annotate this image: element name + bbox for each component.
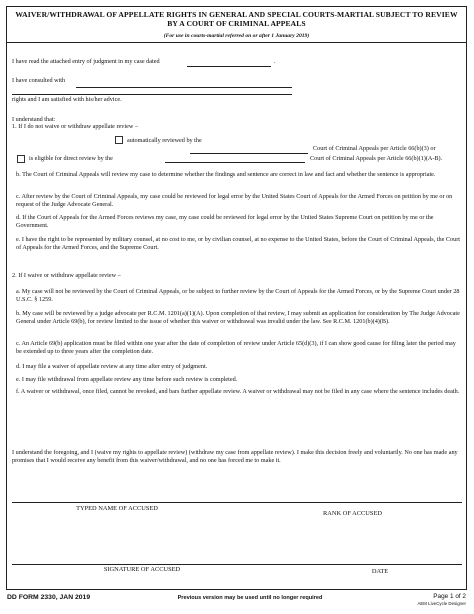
section1-item-d: d. If the Court of Appeals for the Armed Forces reviews my case, my case could be reviewed for legal error by the United States Supreme Court on petition by me or the Government. (16, 214, 434, 229)
header-divider (6, 42, 467, 43)
version-notice: Previous version may be used until no longer required (177, 595, 323, 601)
page-number: Page 1 of 2 (433, 593, 466, 600)
section1-heading: 1. If I do not waive or withdraw appellate review – (12, 123, 138, 130)
name-rank-line (12, 502, 462, 503)
rights-statement: rights and I am satisfied with his/her advice. (12, 96, 122, 103)
section2-item-e: e. I may file withdrawal from appellate review any time before such review is completed. (16, 376, 238, 383)
section2-item-c: c. An Article 69(b) application must be filed within one year after the date of completion of review under Article 65(d)(3), if I can show good cause for filing later the period may be extended up to three years after the completion date. (16, 340, 456, 355)
court-b-field[interactable] (165, 162, 305, 163)
signature-label: SIGNATURE OF ACCUSED (103, 566, 181, 573)
court-b-label: Court of Criminal Appeals per Article 66(b)(1)(A-B). (310, 155, 443, 162)
rank-field[interactable] (280, 500, 462, 501)
date-field[interactable] (300, 562, 462, 563)
section2-item-f: f. A waiver or withdrawal, once filed, cannot be revoked, and bars further appellate review. A waiver or withdrawal may not be filed in any case where the sentence includes death. (16, 388, 460, 395)
judgment-read-label: I have read the attached entry of judgment in my case dated (12, 58, 160, 65)
understand-label: I understand that: (12, 116, 56, 123)
section1-item-c: c. After review by the Court of Criminal Appeals, my case could be reviewed for legal error by the United States Court of Appeals for the Armed Forces on petition by me or on request of the Judge Advocate General. (16, 193, 453, 208)
consulted-label: I have consulted with (12, 77, 66, 84)
section2-item-a: a. My case will not be reviewed by the Court of Criminal Appeals, or be subject to further review by the Court of Appeals for the Armed Forces, or by the Supreme Court under 28 U.S.C. § 1259. (16, 288, 460, 303)
counsel-name-field-2[interactable] (12, 94, 292, 95)
typed-name-label: TYPED NAME OF ACCUSED (76, 505, 158, 512)
section1-item-e: e. I have the right to be represented by military counsel, at no cost to me, or by civilian counsel, at no expense to the United States, before the Court of Criminal Appeals, the Court of Appeals for the Armed Forces, and the Supreme Court. (16, 236, 461, 251)
signature-date-line (12, 564, 462, 565)
counsel-name-field[interactable] (76, 87, 292, 88)
auto-review-checkbox[interactable] (115, 136, 123, 144)
court-a-label: Court of Criminal Appeals per Article 66(b)(3) or (313, 145, 436, 152)
form-subtitle: (For use in courts-martial referred on or after 1 January 2019) (163, 33, 310, 39)
designer-credit: AEM LiveCycle Designer (417, 601, 466, 606)
judgment-date-field[interactable] (187, 66, 271, 67)
typed-name-field[interactable] (12, 500, 262, 501)
auto-review-label: automatically reviewed by the (127, 137, 202, 144)
section1-item-b: b. The Court of Criminal Appeals will review my case to determine whether the findings and sentence are correct in law and fact and whether the sentence is appropriate. (16, 171, 436, 178)
form-number: DD FORM 2330, JAN 2019 (7, 594, 91, 601)
section2-item-d: d. I may file a waiver of appellate review at any time after entry of judgment. (16, 363, 208, 370)
closing-statement: I understand the foregoing, and I (waive my rights to appellate review) (withdraw my case from appellate review). I make this decision freely and voluntarily. No one has made any promises that I would receive any benefit from this waiver/withdrawal, and no one has forced me to make it. (12, 449, 458, 464)
date-label: DATE (371, 568, 389, 575)
rank-label: RANK OF ACCUSED (323, 510, 382, 517)
court-a-field[interactable] (190, 153, 308, 154)
direct-review-label: is eligible for direct review by the (29, 155, 113, 162)
section2-item-b: b. My case will be reviewed by a judge advocate per R.C.M. 1201(a)(1)(A). Upon completion of that review, I may submit an application for consideration by The Judge Advocate General under Article 69(b), for review limited to the issue of whether this waiver or withdrawal was invalid under the law. See R.C.M. 1201(b)(4)(B). (16, 310, 460, 325)
signature-field[interactable] (12, 562, 262, 563)
judgment-read-suffix: . (274, 58, 276, 65)
section2-heading: 2. If I waive or withdraw appellate review – (12, 272, 121, 279)
form-title: WAIVER/WITHDRAWAL OF APPELLATE RIGHTS IN GENERAL AND SPECIAL COURTS-MARTIAL SUBJECT TO REVIEW BY A COURT OF CRIMINAL APPEALS (15, 10, 458, 28)
direct-review-checkbox[interactable] (17, 155, 25, 163)
